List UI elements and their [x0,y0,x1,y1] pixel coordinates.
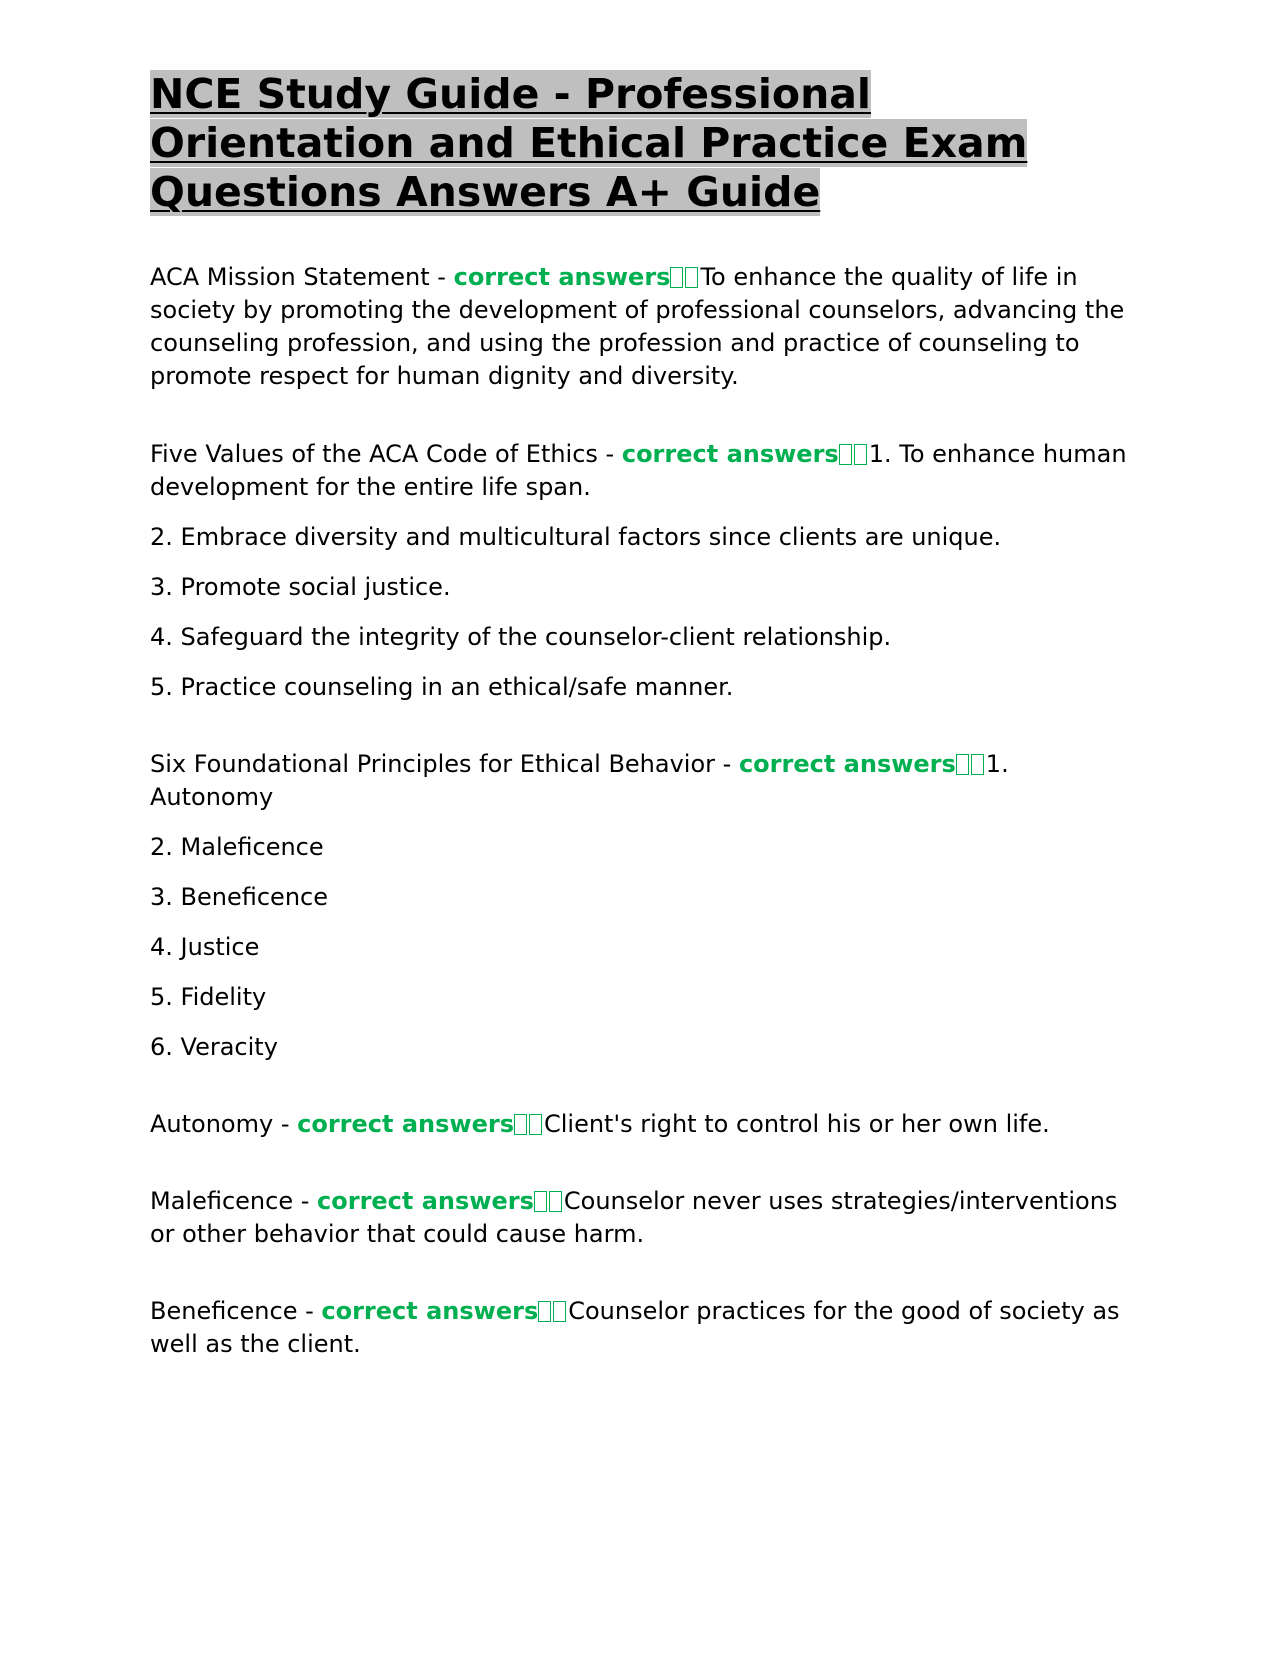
qa-entry [150,261,1130,393]
qa-question [150,1295,1130,1361]
term-label: Autonomy - [150,1110,298,1138]
qa-entry [150,748,1130,1064]
document-page [150,70,1130,1378]
list-item: 5. Practice counseling in an ethical/safe manner. [150,673,734,701]
qa-entry [150,1185,1130,1251]
answer-text: Counselor never uses strategies/interventions or other behavior that could cause harm. [150,1187,1118,1248]
term-label: Six Foundational Principles for Ethical Behavior - [150,750,739,778]
qa-entry [150,438,1130,704]
document-body [150,261,1130,1361]
list-item: 5. Fidelity [150,983,267,1011]
answer-label: correct answers [453,263,671,291]
box-glyph-icon [534,1191,547,1212]
qa-entry [150,1108,1130,1141]
box-glyph-icon [685,267,698,288]
term-label: Maleficence - [150,1187,318,1215]
box-glyph-icon [549,1191,562,1212]
list-item: 3. Promote social justice. [150,573,451,601]
answer-label: correct answers [621,440,839,468]
qa-question [150,1185,1130,1251]
answer-text: Counselor practices for the good of society as well as the client. [150,1297,1120,1358]
box-glyph-icon [956,754,969,775]
box-glyph-icon [514,1114,527,1135]
qa-question [150,1108,1130,1141]
document-title [150,70,1130,217]
list-item: 4. Safeguard the integrity of the counselor-client relationship. [150,623,892,651]
answer-text: Client's right to control his or her own life. [543,1110,1050,1138]
title-text: NCE Study Guide - Professional Orientation and Ethical Practice Exam Questions Answers A+ Guide [150,70,1028,216]
qa-question [150,748,1130,814]
answer-text: 1. To enhance human development for the entire life span. [150,440,1127,501]
list-item: 4. Justice [150,933,260,961]
box-glyph-icon [538,1301,551,1322]
list-item: 2. Embrace diversity and multicultural factors since clients are unique. [150,523,1002,551]
qa-question [150,261,1130,393]
box-glyph-icon [854,444,867,465]
term-label: Five Values of the ACA Code of Ethics - [150,440,622,468]
answer-text: 1. Autonomy [150,750,1009,811]
qa-entry [150,1295,1130,1361]
term-label: Beneficence - [150,1297,322,1325]
box-glyph-icon [529,1114,542,1135]
list-item: 3. Beneficence [150,883,328,911]
list-item: 6. Veracity [150,1033,278,1061]
box-glyph-icon [971,754,984,775]
answer-label: correct answers [738,750,956,778]
term-label: ACA Mission Statement - [150,263,454,291]
answer-text: To enhance the quality of life in society by promoting the development of professional counselors, advancing the counseling profession, and using the profession and practice of counseling to promote respect for human dignity and diversity. [150,263,1125,390]
answer-label: correct answers [297,1110,514,1138]
answer-label: correct answers [321,1297,539,1325]
qa-question [150,438,1130,504]
box-glyph-icon [839,444,852,465]
answer-label: correct answers [317,1187,534,1215]
box-glyph-icon [553,1301,566,1322]
list-item: 2. Maleficence [150,833,324,861]
box-glyph-icon [670,267,683,288]
